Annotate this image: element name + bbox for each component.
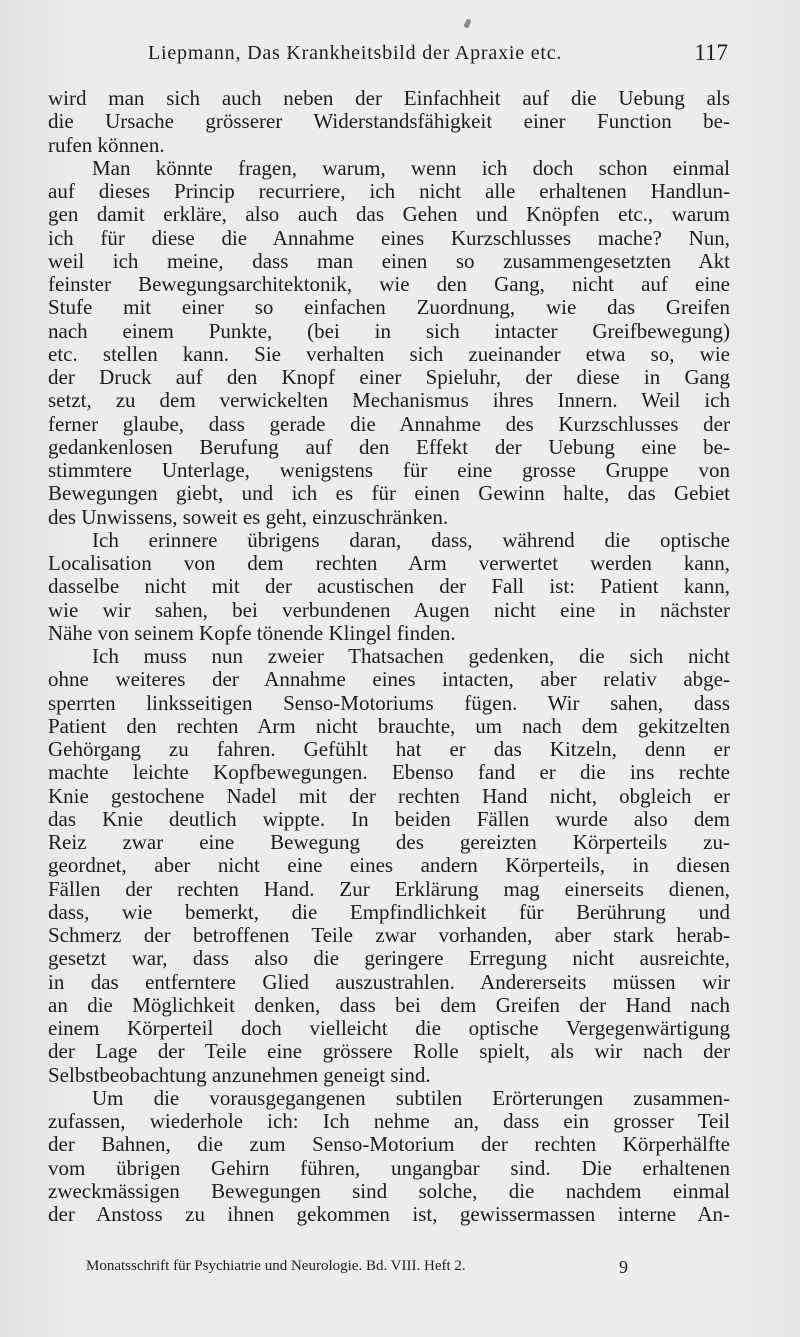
text-line: der Bahnen, die zum Senso-Motorium der rechten Körperhälfte (48, 1133, 730, 1157)
text-line: Ich erinnere übrigens daran, dass, während die optische (92, 528, 730, 552)
text-line: vom übrigen Gehirn führen, ungangbar sind. Die erhaltenen (48, 1156, 730, 1180)
text-line: setzt, zu dem verwickelten Mechanismus ihres Innern. Weil ich (48, 389, 730, 413)
text-line: in das entferntere Glied auszustrahlen. Andererseits müssen wir (48, 970, 730, 994)
text-line: die Ursache grösserer Widerstandsfähigkeit einer Function be- (48, 110, 730, 134)
text-line: zufassen, wiederhole ich: Ich nehme an, dass ein grosser Teil (48, 1110, 730, 1133)
text-line: gedankenlosen Berufung auf den Effekt der Uebung eine be- (48, 435, 730, 459)
text-line: Nähe von seinem Kopfe tönende Klingel finden. (48, 621, 456, 645)
text-line: Localisation von dem rechten Arm verwertet werden kann, (48, 552, 730, 575)
text-line: stimmtere Unterlage, wenigstens für eine grosse Gruppe von (48, 459, 730, 482)
page-footer (86, 1258, 646, 1282)
text-line: Ich muss nun zweier Thatsachen gedenken, die sich nicht (92, 645, 730, 668)
text-line: dasselbe nicht mit der acustischen der Fall ist: Patient kann, (48, 575, 730, 599)
body-text (48, 87, 730, 1226)
text-line: wie wir sahen, bei verbundenen Augen nicht eine in nächster (48, 598, 730, 622)
text-line: ohne weiteres der Annahme eines intacten, aber relativ abge- (48, 668, 730, 692)
text-line: das Knie deutlich wippte. In beiden Fällen wurde also dem (48, 807, 730, 831)
running-head (148, 40, 728, 70)
text-line: der Anstoss zu ihnen gekommen ist, gewissermassen interne An- (48, 1203, 730, 1226)
text-line: weil ich meine, dass man einen so zusammengesetzten Akt (48, 249, 730, 273)
text-line: Man könnte fragen, warum, wenn ich doch schon einmal (92, 156, 730, 180)
text-line: ich für diese die Annahme eines Kurzschlusses mache? Nun, (48, 226, 730, 250)
text-line: sperrten linksseitigen Senso-Motoriums fügen. Wir sahen, dass (48, 691, 730, 715)
text-line: Stufe mit einer so einfachen Zuordnung, wie das Greifen (48, 296, 730, 320)
text-line: Gehörgang zu fahren. Gefühlt hat er das Kitzeln, denn er (48, 738, 730, 761)
text-line: Um die vorausgegangenen subtilen Erörterungen zusammen- (92, 1086, 730, 1110)
text-line: gen damit erkläre, also auch das Gehen und Knöpfen etc., warum (48, 203, 730, 227)
text-line: Patient den rechten Arm nicht brauchte, um nach dem gekitzelten (48, 714, 730, 738)
text-line: der Lage der Teile eine grössere Rolle spielt, als wir nach der (48, 1040, 730, 1064)
text-line: nach einem Punkte, (bei in sich intacter Greifbewegung) (48, 319, 730, 343)
text-line: Reiz zwar eine Bewegung des gereizten Körperteils zu- (48, 831, 730, 854)
text-line: dass, wie bemerkt, die Empfindlichkeit für Berührung und (48, 900, 730, 924)
text-line: zweckmässigen Bewegungen sind solche, die nachdem einmal (48, 1179, 730, 1203)
text-line: Knie gestochene Nadel mit der rechten Hand nicht, obgleich er (48, 784, 730, 808)
text-line: Fällen der rechten Hand. Zur Erklärung mag einerseits dienen, (48, 877, 730, 901)
text-line: feinster Bewegungsarchitektonik, wie den Gang, nicht auf eine (48, 273, 730, 296)
text-line: gesetzt war, dass also die geringere Erregung nicht ausreichte, (48, 947, 730, 971)
text-line: Schmerz der betroffenen Teile zwar vorhanden, aber stark herab- (48, 924, 730, 947)
running-title: Liepmann, Das Krankheitsbild der Apraxie etc. (148, 42, 563, 64)
text-line: an die Möglichkeit denken, dass bei dem Greifen der Hand nach (48, 993, 730, 1017)
text-line: rufen können. (48, 133, 165, 157)
text-line: des Unwissens, soweit es geht, einzuschränken. (48, 505, 449, 529)
text-line: der Druck auf den Knopf einer Spieluhr, der diese in Gang (48, 366, 730, 389)
text-line: auf dieses Princip recurriere, ich nicht alle erhaltenen Handlun- (48, 180, 730, 203)
journal-signature: Monatsschrift für Psychiatrie und Neurologie. Bd. VIII. Heft 2. (86, 1258, 466, 1274)
text-line: Selbstbeobachtung anzunehmen geneigt sind. (48, 1063, 431, 1087)
page-number: 117 (694, 40, 728, 65)
text-line: machte leichte Kopfbewegungen. Ebenso fand er die ins rechte (48, 761, 730, 785)
text-line: geordnet, aber nicht eine eines andern Körperteils, in diesen (48, 854, 730, 878)
ink-speck (463, 18, 471, 28)
text-line: ferner glaube, dass gerade die Annahme des Kurzschlusses der (48, 412, 730, 436)
sheet-number: 9 (619, 1257, 628, 1277)
text-line: einem Körperteil doch vielleicht die optische Vergegenwärtigung (48, 1017, 730, 1040)
text-line: etc. stellen kann. Sie verhalten sich zueinander etwa so, wie (48, 342, 730, 366)
text-line: Bewegungen giebt, und ich es für einen Gewinn halte, das Gebiet (48, 482, 730, 506)
text-line: wird man sich auch neben der Einfachheit auf die Uebung als (48, 87, 730, 110)
